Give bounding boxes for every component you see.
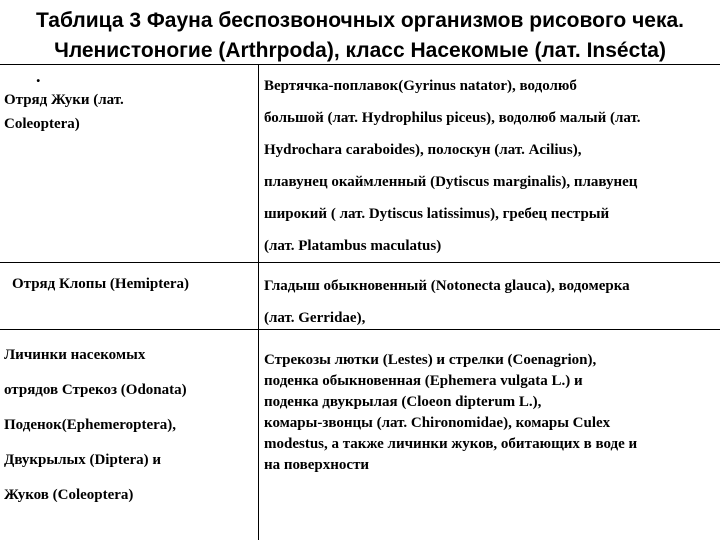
row3-category-line: Жуков (Coleoptera) (4, 487, 134, 503)
row3-category-line: Поденок(Ephemeroptera), (4, 417, 177, 433)
table-top-border (0, 64, 720, 65)
row1-species-line: плавунец окаймленный (Dytiscus marginalis), плавунец (264, 174, 638, 190)
row1-species-line: (лат. Platambus maculatus) (264, 238, 442, 254)
row1-species-line: Вертячка-поплавок(Gyrinus natator), водолюб (264, 78, 577, 94)
row1-category (4, 88, 124, 136)
caption-line-2: Членистоногие (Arthrpoda), класс Насекомые (лат. Inséсta) (54, 39, 666, 62)
row2-species (264, 270, 630, 334)
row1-category-line: Отряд Жуки (лат. (4, 92, 124, 108)
row3-category-line: Двукрылых (Diptera) и (4, 452, 162, 468)
row2-category: Отряд Клопы (Hemiptera) (12, 276, 190, 292)
table-caption (0, 6, 720, 66)
row3-species-line: поденка обыкновенная (Ephemera vulgata L.) и (264, 373, 583, 389)
row-divider-1 (0, 262, 720, 263)
row2-species-line: (лат. Gerridae), (264, 310, 366, 326)
row1-species-line: Hydrochara caraboides), полоскун (лат. Acilius), (264, 142, 582, 158)
row3-species-line: modestus, а также личинки жуков, обитающих в воде и (264, 436, 638, 452)
row3-category-line: Личинки насекомых (4, 347, 146, 363)
row3-species-line: Стрекозы лютки (Lestes) и стрелки (Coenagrion), (264, 352, 597, 368)
row1-marker: . (36, 66, 41, 86)
row3-category (4, 338, 187, 513)
row1-species-line: большой (лат. Hydrophilus piceus), водолюб малый (лат. (264, 110, 641, 126)
caption-line-1: Таблица 3 Фауна беспозвоночных организмов рисового чека. (35, 9, 684, 32)
row3-species (264, 350, 637, 476)
column-divider (258, 64, 259, 540)
row2-species-line: Гладыш обыкновенный (Notonecta glauca), водомерка (264, 278, 630, 294)
row3-species-line: поденка двукрылая (Cloeon dipterum L.), (264, 394, 542, 410)
row3-category-line: отрядов Стрекоз (Odonata) (4, 382, 187, 398)
row3-species-line: на поверхности (264, 457, 370, 473)
row1-species-line: широкий ( лат. Dytiscus latissimus), гребец пестрый (264, 206, 610, 222)
row1-category-line: Coleoptera) (4, 116, 80, 132)
row1-species (264, 70, 640, 262)
row3-species-line: комары-звонцы (лат. Chironomidae), комары Culex (264, 415, 611, 431)
